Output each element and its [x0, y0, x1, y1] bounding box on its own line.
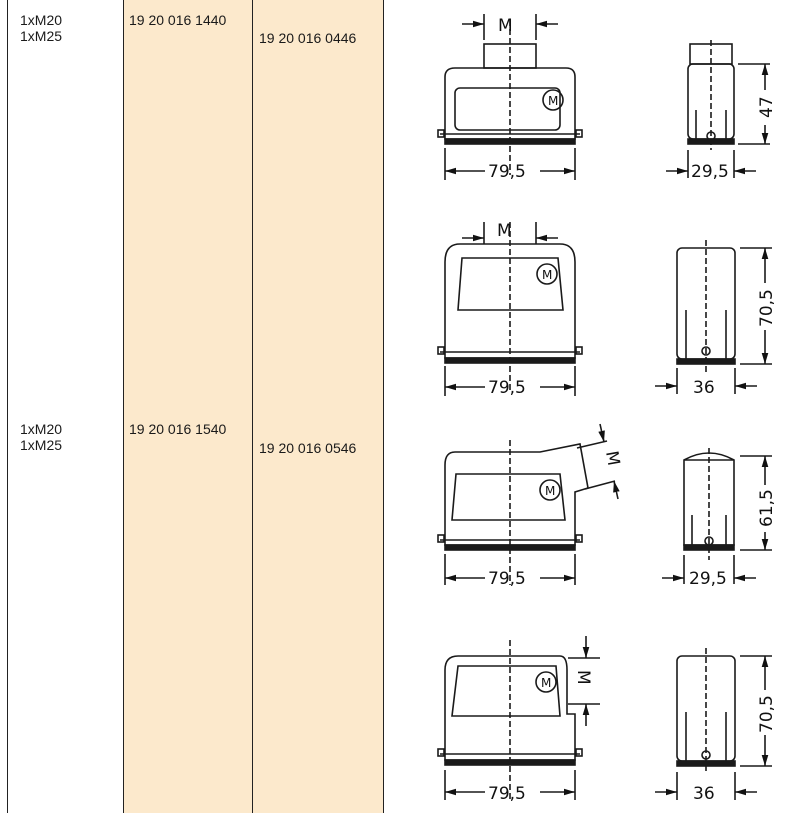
thread-size-2: 1xM25 [20, 28, 63, 44]
hood-side-view-2 [655, 240, 772, 394]
svg-text:M: M [542, 268, 553, 282]
thread-size-1: 1xM20 [20, 421, 63, 437]
thread-size-2: 1xM25 [20, 437, 63, 453]
svg-text:M: M [545, 484, 556, 498]
part-number: 19 20 016 1440 [129, 12, 227, 28]
height-dimension-label: 70,5 [757, 289, 777, 327]
hood-front-view-4 [438, 636, 600, 800]
m-logo-icon [541, 94, 558, 690]
svg-text:M: M [541, 676, 552, 690]
part-number: 19 20 016 0446 [259, 30, 357, 46]
entry-dimension-label: M [601, 449, 624, 468]
entry-dimension-label: M [497, 221, 512, 241]
svg-text:M: M [548, 94, 559, 108]
thread-size-1: 1xM20 [20, 12, 63, 28]
depth-dimension-label: 36 [693, 784, 715, 804]
entry-dimension-label: M [498, 16, 513, 36]
part-number: 19 20 016 0546 [259, 440, 357, 456]
entry-dimension-label: M [573, 670, 593, 685]
depth-dimension-label: 29,5 [691, 162, 729, 182]
hood-side-view-4 [655, 648, 772, 800]
width-dimension-label: 79,5 [488, 378, 526, 398]
depth-dimension-label: 29,5 [689, 569, 727, 589]
part-number: 19 20 016 1540 [129, 421, 227, 437]
hood-side-view-1 [666, 40, 770, 178]
height-dimension-label: 61,5 [757, 489, 777, 527]
depth-dimension-label: 36 [693, 378, 715, 398]
hood-side-view-3 [662, 448, 772, 584]
width-dimension-label: 79,5 [488, 784, 526, 804]
height-dimension-label: 70,5 [757, 695, 777, 733]
hood-front-view-3 [438, 424, 618, 585]
width-dimension-label: 79,5 [488, 569, 526, 589]
width-dimension-label: 79,5 [488, 162, 526, 182]
hood-front-view-1 [438, 14, 582, 180]
height-dimension-label: 47 [757, 96, 777, 118]
hood-front-view-2 [438, 222, 582, 396]
